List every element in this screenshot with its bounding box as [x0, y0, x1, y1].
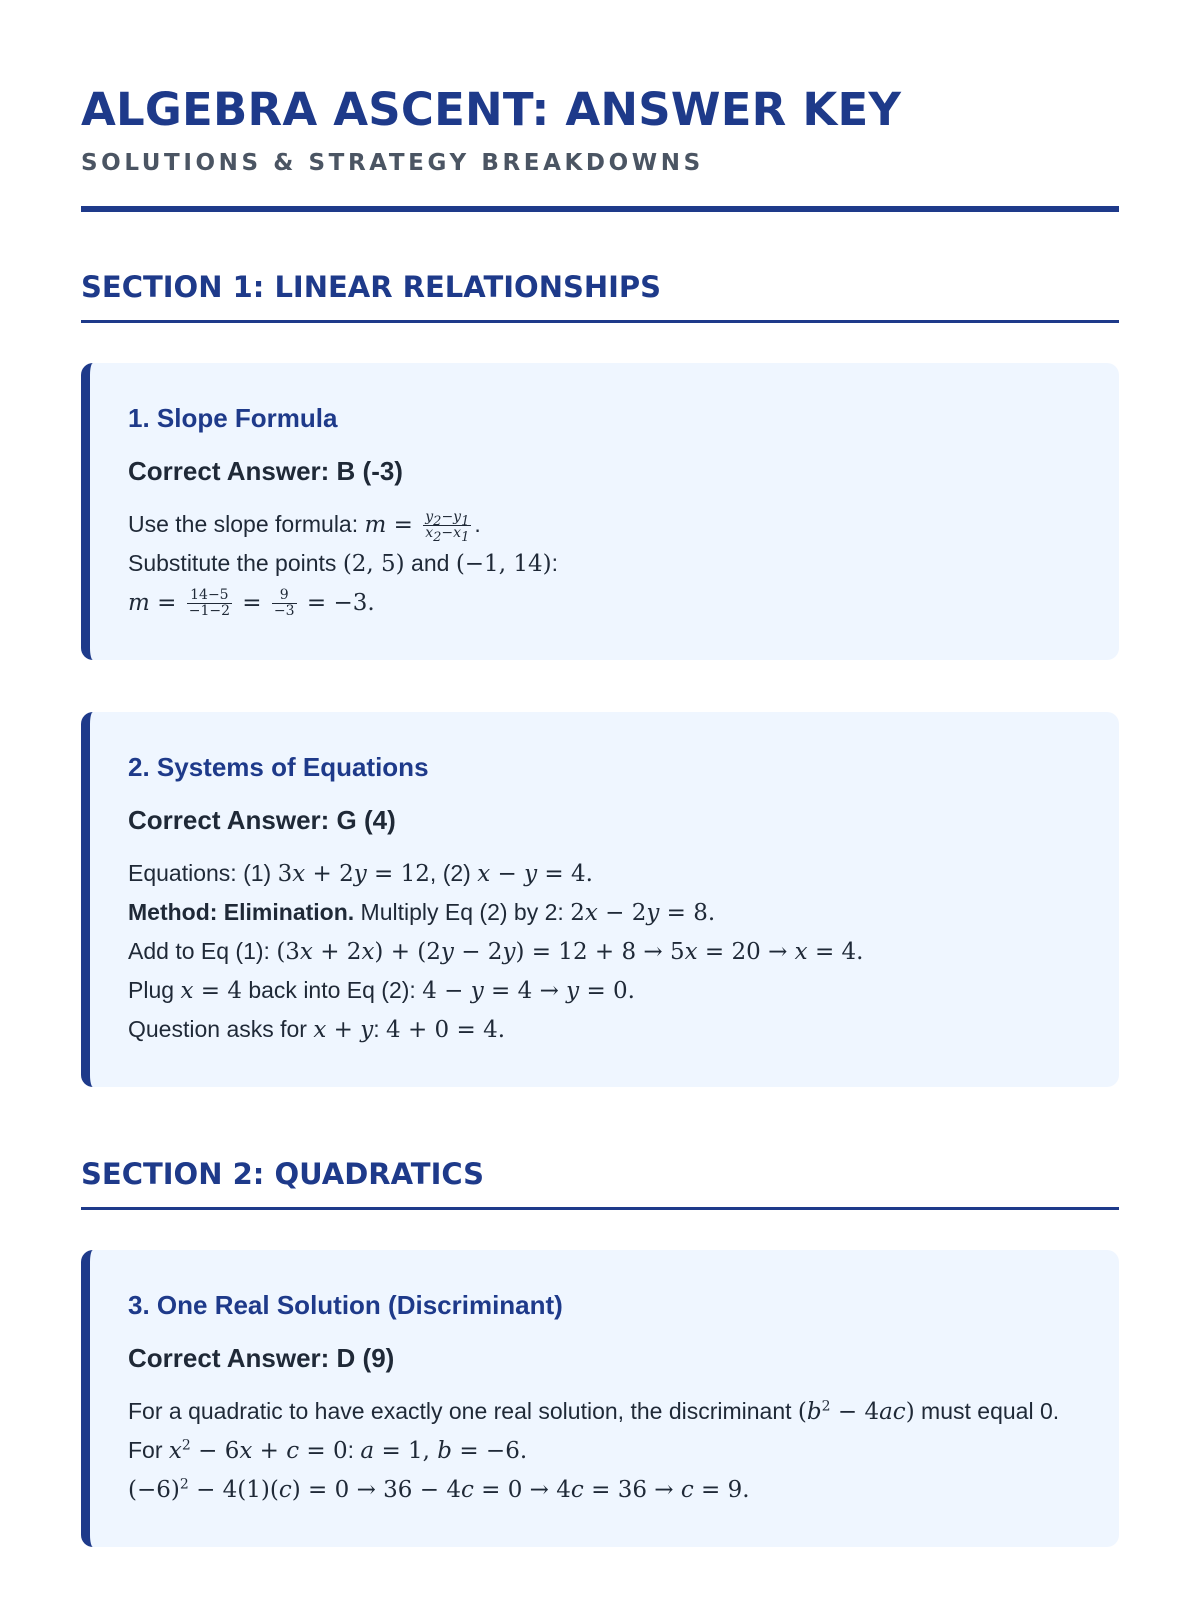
solution-line: Substitute the points (2, 5) and (−1, 14): — [128, 550, 558, 577]
question-card-slope — [81, 363, 1119, 660]
solution-text: Plug — [128, 977, 181, 1003]
method-label: Method: Elimination. — [128, 899, 355, 925]
solution-line: Method: Elimination. Multiply Eq (2) by 2: 2x − 2y = 8. — [128, 899, 716, 926]
solution-line: Equations: (1) 3x + 2y = 12, (2) x − y = 4. — [128, 860, 593, 887]
solution-line: Use the slope formula: m = $\frac{y_2-y_1}{x_2-x_1}$ . — [128, 509, 481, 546]
solution-line: For $x^2 - 6x + c = 0$: a = 1, b = −6. — [128, 1437, 528, 1464]
document-title: ALGEBRA ASCENT: ANSWER KEY — [81, 83, 902, 136]
question-title: 1. Slope Formula — [128, 403, 338, 433]
solution-text: Equations: (1) — [128, 860, 278, 886]
solution-text: Multiply Eq (2) by 2: — [354, 899, 571, 925]
solution-line: Add to Eq (1): (3x + 2x) + (2y − 2y) = 12 + 8 → 5x = 20 → x = 4. — [128, 938, 864, 965]
solution-text: For — [128, 1437, 169, 1463]
solution-text: For a quadratic to have exactly one real solution, the discriminant — [128, 1398, 798, 1424]
correct-answer: Correct Answer: B (-3) — [128, 456, 403, 486]
question-card-systems — [81, 712, 1119, 1087]
question-card-discriminant — [81, 1250, 1119, 1547]
section-divider — [81, 320, 1119, 323]
correct-answer: Correct Answer: G (4) — [128, 805, 396, 835]
solution-text: Use the slope formula: — [128, 511, 365, 537]
solution-text: must equal 0. — [914, 1398, 1060, 1424]
solution-text: , (2) — [429, 860, 478, 886]
solution-text: and — [404, 550, 456, 576]
solution-text: Add to Eq (1): — [128, 938, 277, 964]
question-title: 2. Systems of Equations — [128, 752, 429, 782]
title-divider — [81, 206, 1119, 212]
document-subtitle: SOLUTIONS & STRATEGY BREAKDOWNS — [81, 150, 704, 176]
solution-line: $(-6)^2 - 4(1)(c) = 0 \to 36 - 4c = 0 \to 4c = 36 \to c = 9$. — [128, 1476, 750, 1503]
question-title: 3. One Real Solution (Discriminant) — [128, 1290, 563, 1320]
solution-line: Question asks for x + y: 4 + 0 = 4. — [128, 1016, 506, 1043]
solution-line: For a quadratic to have exactly one real solution, the discriminant $(b^2 - 4ac)$ must equal 0. — [128, 1398, 1060, 1425]
solution-text: back into Eq (2): — [241, 977, 423, 1003]
section-heading-quadratics: SECTION 2: QUADRATICS — [81, 1157, 485, 1191]
math-expression: m — [364, 512, 387, 538]
solution-text: Question asks for — [128, 1016, 314, 1042]
solution-line: m = $\frac{14-5}{-1-2}$ = $\frac{9}{-3}$ = −3. — [128, 587, 375, 620]
solution-text: Substitute the points — [128, 550, 343, 576]
section-heading-linear: SECTION 1: LINEAR RELATIONSHIPS — [81, 270, 662, 304]
slope-fraction: $\frac{y_2-y_1}{x_2-x_1}$ — [425, 509, 470, 546]
correct-answer: Correct Answer: D (9) — [128, 1343, 395, 1373]
section-divider — [81, 1207, 1119, 1210]
solution-line: Plug x = 4 back into Eq (2): 4 − y = 4 → y = 0. — [128, 977, 635, 1004]
